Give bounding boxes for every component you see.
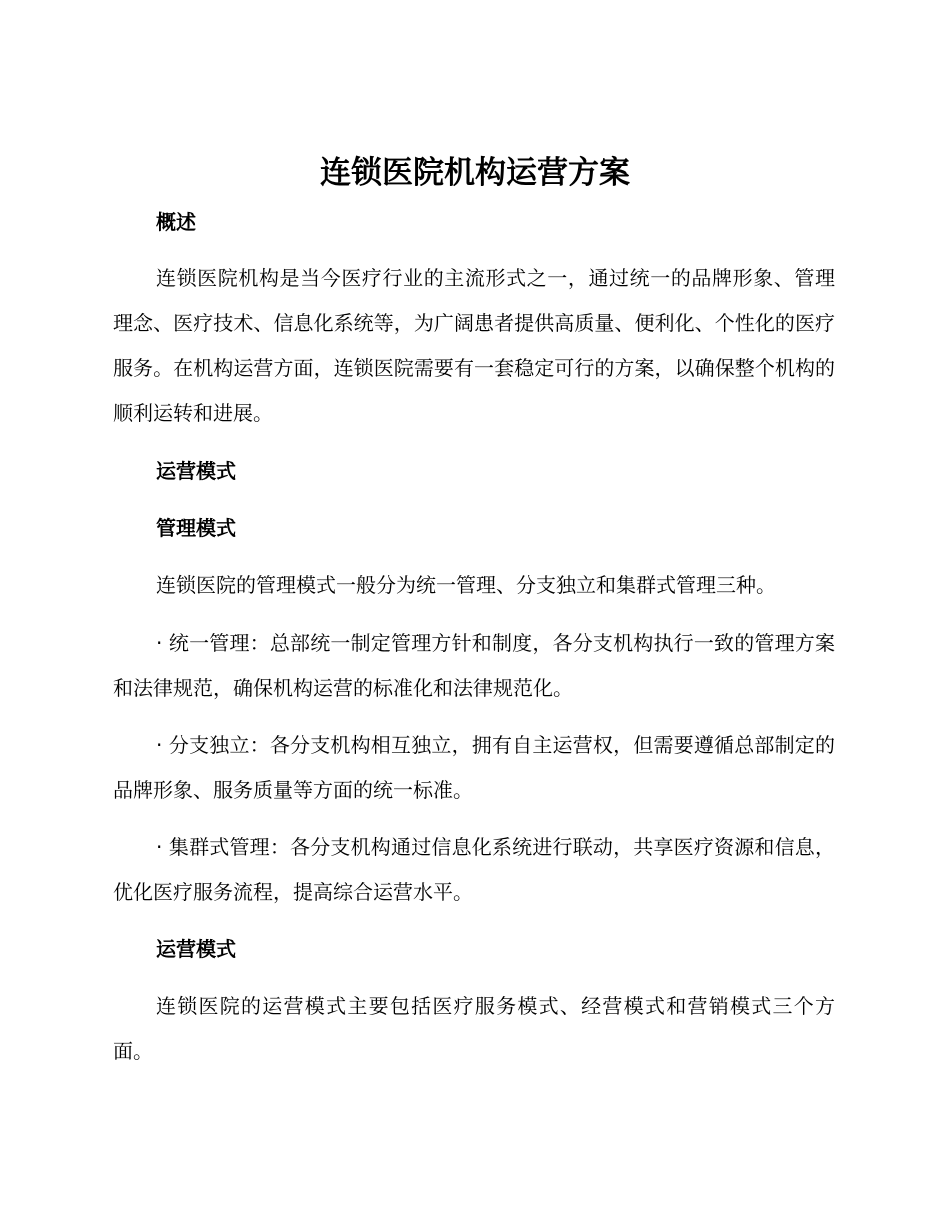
paragraph-operation-intro: 连锁医院的运营模式主要包括医疗服务模式、经营模式和营销模式三个方面。 — [113, 994, 835, 1063]
list-item-independent-branch: · 分支独立：各分支机构相互独立，拥有自主运营权，但需要遵循总部制定的品牌形象、服务质量等方面的统一标准。 — [113, 733, 835, 802]
section-heading-operation-mode: 运营模式 — [156, 459, 236, 483]
section-heading-overview: 概述 — [156, 210, 196, 234]
paragraph-overview: 连锁医院机构是当今医疗行业的主流形式之一，通过统一的品牌形象、管理理念、医疗技术、信息化系统等，为广阔患者提供高质量、便利化、个性化的医疗服务。在机构运营方面，连锁医院需要有一套稳定可行的方案，以确保整个机构的顺利运转和进展。 — [113, 266, 835, 425]
document-title: 连锁医院机构运营方案 — [320, 155, 630, 191]
section-heading-management-mode: 管理模式 — [156, 516, 236, 540]
paragraph-management-intro: 连锁医院的管理模式一般分为统一管理、分支独立和集群式管理三种。 — [156, 573, 776, 597]
list-item-unified-management: · 统一管理：总部统一制定管理方针和制度，各分支机构执行一致的管理方案和法律规范，确保机构运营的标准化和法律规范化。 — [113, 631, 835, 700]
section-heading-operation-mode-2: 运营模式 — [156, 937, 236, 961]
list-item-cluster-management: · 集群式管理：各分支机构通过信息化系统进行联动，共享医疗资源和信息，优化医疗服务流程，提高综合运营水平。 — [113, 835, 835, 904]
